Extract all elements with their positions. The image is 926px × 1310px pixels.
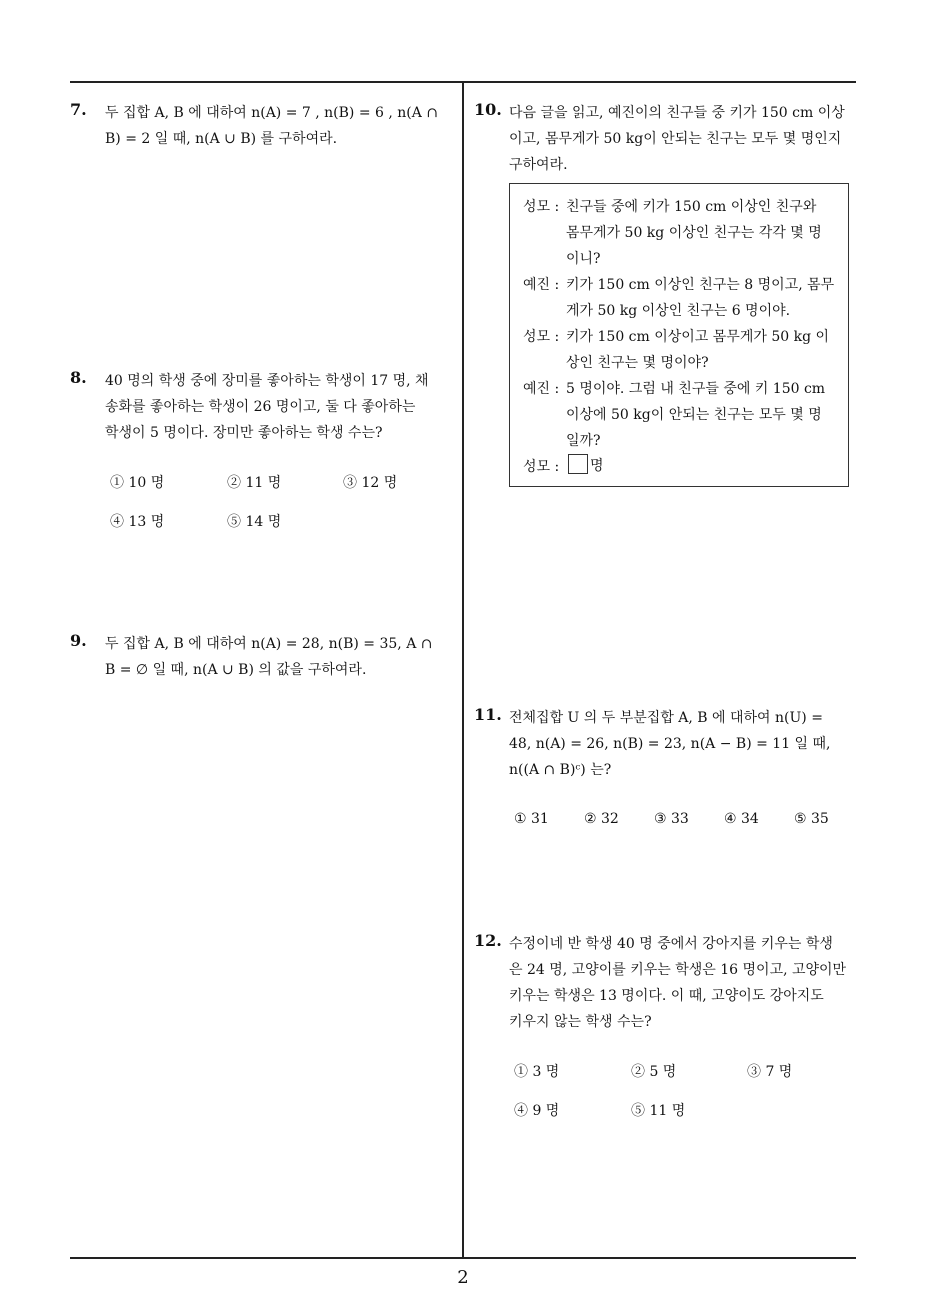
answer-box[interactable] <box>568 454 588 474</box>
choice-1[interactable]: ① 3 명 <box>514 1064 560 1080</box>
answer-line <box>566 454 604 475</box>
text-line: 두 집합 A, B 에 대하여 n(A) = 28, n(B) = 35, A ∩ <box>105 636 433 652</box>
choice-1[interactable]: ① 31 <box>514 811 549 827</box>
text-line: 송화를 좋아하는 학생이 26 명이고, 둘 다 좋아하는 <box>105 399 416 415</box>
problem-number: 10. <box>474 100 502 119</box>
choice-4[interactable]: ④ 13 명 <box>110 514 165 530</box>
dialog-line: 5 명이야. 그럼 내 친구들 중에 키 150 cm <box>566 381 826 397</box>
problem-number: 11. <box>474 705 502 724</box>
choice-5[interactable]: ⑤ 11 명 <box>631 1103 686 1119</box>
choice-1[interactable]: ① 10 명 <box>110 475 165 491</box>
choice-3[interactable]: ③ 12 명 <box>343 475 398 491</box>
problem-text <box>105 368 429 446</box>
choice-2[interactable]: ② 32 <box>584 811 619 827</box>
choice-2[interactable]: ② 11 명 <box>227 475 282 491</box>
problem-text <box>509 100 845 178</box>
text-line: 40 명의 학생 중에 장미를 좋아하는 학생이 17 명, 채 <box>105 373 429 389</box>
text-line: 키우지 않는 학생 수는? <box>509 1014 652 1030</box>
text-line: 이고, 몸무게가 50 kg이 안되는 친구는 모두 몇 명인지 <box>509 131 842 147</box>
page-number: 2 <box>457 1267 469 1288</box>
text-line: 48, n(A) = 26, n(B) = 23, n(A − B) = 11 일 때, <box>509 736 831 752</box>
choice-3[interactable]: ③ 7 명 <box>747 1064 793 1080</box>
text-line: B) = 2 일 때, n(A ∪ B) 를 구하여라. <box>105 131 338 147</box>
problem-text <box>509 931 846 1035</box>
dialog-line: 몸무게가 50 kg 이상인 친구는 각각 몇 명 <box>566 225 822 241</box>
column-divider <box>462 82 464 1258</box>
choice-5[interactable]: ⑤ 14 명 <box>227 514 282 530</box>
dialog-box <box>509 183 849 487</box>
text-line: 은 24 명, 고양이를 키우는 학생은 16 명이고, 고양이만 <box>509 962 847 978</box>
text-line: 두 집합 A, B 에 대하여 n(A) = 7 , n(B) = 6 , n(A ∩ <box>105 105 439 121</box>
problem-number: 12. <box>474 931 502 950</box>
speaker-seongmo: 성모 : <box>523 329 560 345</box>
text-line: 전체집합 U 의 두 부분집합 A, B 에 대하여 n(U) = <box>509 710 823 726</box>
bottom-rule <box>70 1257 856 1259</box>
answer-unit: 명 <box>590 458 604 474</box>
speaker-yejin: 예진 : <box>523 381 560 397</box>
choice-4[interactable]: ④ 9 명 <box>514 1103 560 1119</box>
speaker-seongmo: 성모 : <box>523 199 560 215</box>
text-line: 학생이 5 명이다. 장미만 좋아하는 학생 수는? <box>105 425 383 441</box>
problem-text <box>509 705 831 783</box>
problem-text <box>105 100 438 152</box>
dialog-line: 이상에 50 kg이 안되는 친구는 모두 몇 명 <box>566 407 822 423</box>
text-line: 수정이네 반 학생 40 명 중에서 강아지를 키우는 학생 <box>509 936 833 952</box>
choice-5[interactable]: ⑤ 35 <box>794 811 829 827</box>
dialog-line: 키가 150 cm 이상이고 몸무게가 50 kg 이 <box>566 329 830 345</box>
problem-number: 8. <box>70 368 87 387</box>
text-line: 다음 글을 읽고, 예진이의 친구들 중 키가 150 cm 이상 <box>509 105 845 121</box>
dialog-line: 상인 친구는 몇 명이야? <box>566 355 709 371</box>
dialog-line: 키가 150 cm 이상인 친구는 8 명이고, 몸무 <box>566 277 835 293</box>
problem-number: 7. <box>70 100 87 119</box>
speaker-yejin: 예진 : <box>523 277 560 293</box>
dialog-line: 게가 50 kg 이상인 친구는 6 명이야. <box>566 303 791 319</box>
speaker-seongmo: 성모 : <box>523 459 560 475</box>
problem-text <box>105 631 432 683</box>
dialog-line: 이니? <box>566 251 601 267</box>
dialog-line: 친구들 중에 키가 150 cm 이상인 친구와 <box>566 199 817 215</box>
problem-number: 9. <box>70 631 87 650</box>
choice-4[interactable]: ④ 34 <box>724 811 759 827</box>
choice-2[interactable]: ② 5 명 <box>631 1064 677 1080</box>
text-line: B = ∅ 일 때, n(A ∪ B) 의 값을 구하여라. <box>105 662 367 678</box>
text-line: 구하여라. <box>509 157 568 173</box>
dialog-line: 일까? <box>566 433 601 449</box>
text-line: 키우는 학생은 13 명이다. 이 때, 고양이도 강아지도 <box>509 988 824 1004</box>
choice-3[interactable]: ③ 33 <box>654 811 689 827</box>
text-line: n((A ∩ B)ᶜ) 는? <box>509 762 612 778</box>
